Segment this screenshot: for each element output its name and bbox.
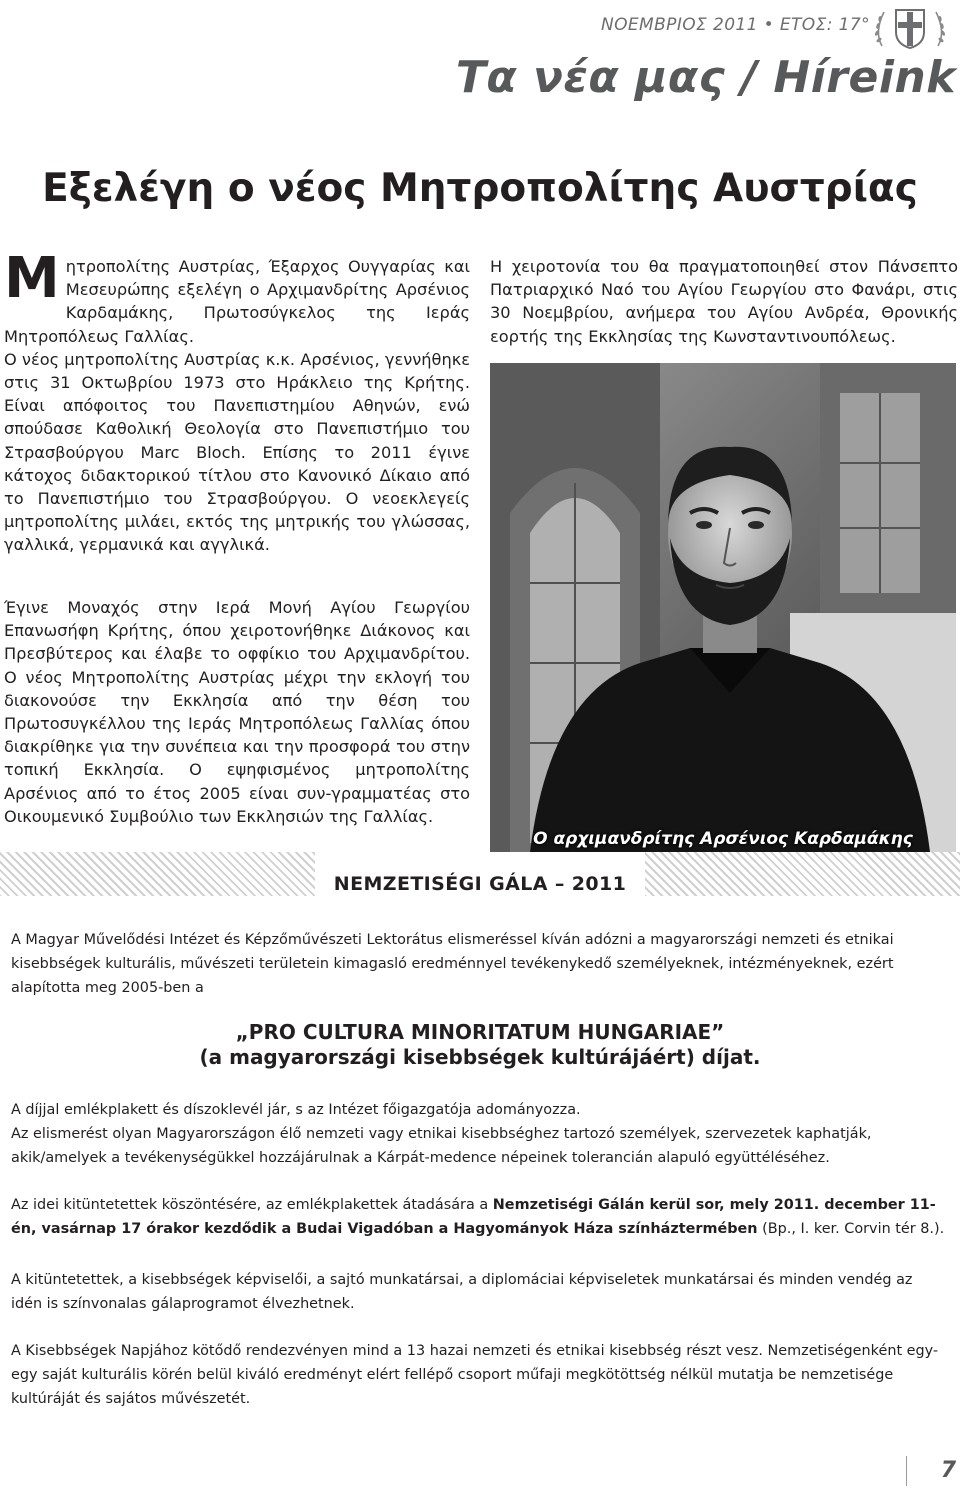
greek-crest-icon bbox=[870, 4, 950, 50]
article-paragraph-2: Ο νέος μητροπολίτης Αυστρίας κ.κ. Αρσένιος, γεννήθηκε στις 31 Οκτωβρίου 1973 στο Ηράκλειο της Κρήτης. Είναι απόφοιτος του Πανεπιστημίου Αθηνών, ενώ σπούδασε Καθολική Θεολογία στο Πανεπιστήμιο του Στρασβούργου Marc Bloch. Επίσης το 2011 έγινε κάτοχος διδακτορικού τίτλου στο Κανονικό Δίκαιο από το Πανεπιστήμιο του Στρασβούργου. Ο νεοεκλεγείς μητροπολίτης μιλάει, εκτός της μητρικής του γλώσσας, γαλλικά, γερμανικά και αγγλικά. bbox=[4, 349, 470, 555]
event-text-bold: Nemzetiségi Gálán kerül sor, mely 2011. december 11-én, vasárnap 17 órakor kezdődik a Budai Vigadóban a Hagyományok Háza színháztermében bbox=[11, 1197, 936, 1238]
announcement-recipients: Az elismerést olyan Magyarországon élő nemzeti vagy etnikai kisebbséghez tartozó személyek, szervezetek kaphatják, akik/amelyek a tevékenységükkel hozzájárulnak a Kárpát-medence népeinek tolerancián alapuló együttéléséhez. bbox=[11, 1126, 872, 1167]
article-paragraph-1 bbox=[4, 246, 470, 348]
article-column-right bbox=[490, 255, 958, 348]
drop-cap: Μ bbox=[4, 246, 60, 311]
article-column-left-top bbox=[4, 246, 470, 557]
event-text-start: Az idei kitüntetettek köszöntésére, az emlékplakettek átadására a bbox=[11, 1197, 493, 1213]
article-paragraph-4: Η χειροτονία του θα πραγματοποιηθεί στον Πάνσεπτο Πατριαρχικό Ναό του Αγίου Γεωργίου στο Φανάρι, στις 30 Νοεμβρίου, ανήμερα του Αγίου Ανδρέα, Θρονικής εορτής της Εκκλησίας της Κωνσταντινουπόλεως. bbox=[490, 257, 958, 346]
announcement-plaque: A díjjal emlékplakett és díszoklevél jár, s az Intézet főigazgatója adományozza. bbox=[11, 1102, 581, 1118]
announcement-intro: A Magyar Művelődési Intézet és Képzőművészeti Lektorátus elismeréssel kíván adózni a magyarországi nemzeti és etnikai kisebbségek kulturális, művészeti területein kimagasló eredménnyel tevékenykedő személyeknek, intézményeknek, ezért alapította meg 2005-ben a bbox=[11, 932, 894, 997]
announcement-title: NEMZETISÉGI GÁLA – 2011 bbox=[333, 873, 627, 895]
issue-date: ΝΟΕΜΒΡΙΟΣ 2011 • ΕΤΟΣ: 17° bbox=[601, 15, 870, 35]
section-title: Τα νέα μας / Híreink bbox=[455, 52, 956, 103]
event-text-end: (Bp., I. ker. Corvin tér 8.). bbox=[757, 1221, 945, 1238]
award-name: „PRO CULTURA MINORITATUM HUNGARIAE” bbox=[235, 1020, 725, 1044]
announcement-event bbox=[11, 1193, 947, 1241]
award-subtitle: (a magyarországi kisebbségek kultúrájáért) díjat. bbox=[199, 1045, 761, 1069]
article-column-left-bottom bbox=[4, 596, 470, 828]
article-paragraph-3: Έγινε Μοναχός στην Ιερά Μονή Αγίου Γεωργίου Επανωσήφη Κρήτης, όπου χειροτονήθηκε Διάκονος και Πρεσβύτερος και έλαβε το οφφίκιο του Αρχιμανδρίτου. Ο νέος Μητροπολίτης Αυστρίας μέχρι την εκλογή του διακονούσε την Εκκλησία από την θέση του Πρωτοσυγκέλλου της Ιεράς Μητροπόλεως Γαλλίας όπου διακρίθηκε για την συνέπεια και την προσφορά του στην τοπική Εκκλησία. Ο εψηφισμένος μητροπολίτης Αρσένιος από το έτος 2005 είναι συν-γραμματέας στο Οικουμενικό Συμβούλιο των Εκκλησιών της Γαλλίας. bbox=[4, 598, 470, 826]
announcement-body bbox=[0, 896, 960, 1440]
announcement-day: A Kisebbségek Napjához kötődő rendezvényen mind a 13 hazai nemzeti és etnikai kisebbség részt vesz. Nemzetiségenként egy-egy saját kulturális körén belül kiváló eredményt elért fellépő csoport műfaji megkötöttség nélkül mutatja be nemzetisége kultúráját és sajátos művészetét. bbox=[11, 1343, 939, 1408]
article-title: Εξελέγη ο νέος Μητροπολίτης Αυστρίας bbox=[42, 166, 918, 211]
page-number: 7 bbox=[940, 1458, 956, 1483]
article-paragraph-1-text: ητροπολίτης Αυστρίας, Έξαρχος Ουγγαρίας και Μεσευρώπης εξελέγη ο Αρχιμανδρίτης Αρσένιος Καρδαμάκης, Πρωτοσύγκελος της Ιεράς Μητροπόλεως Γαλλίας. bbox=[4, 257, 470, 346]
portrait-photo bbox=[490, 363, 956, 852]
announcement-title-wrap bbox=[315, 852, 645, 896]
photo-caption: Ο αρχιμανδρίτης Αρσένιος Καρδαμάκης bbox=[533, 829, 913, 849]
announcement-box bbox=[0, 852, 960, 1440]
page-number-rule bbox=[906, 1456, 907, 1486]
announcement-invite: A kitüntetettek, a kisebbségek képviselői, a sajtó munkatársai, a diplomáciai képviseletek munkatársai és minden vendég az idén is színvonalas gálaprogramot élvezhetnek. bbox=[11, 1272, 913, 1313]
